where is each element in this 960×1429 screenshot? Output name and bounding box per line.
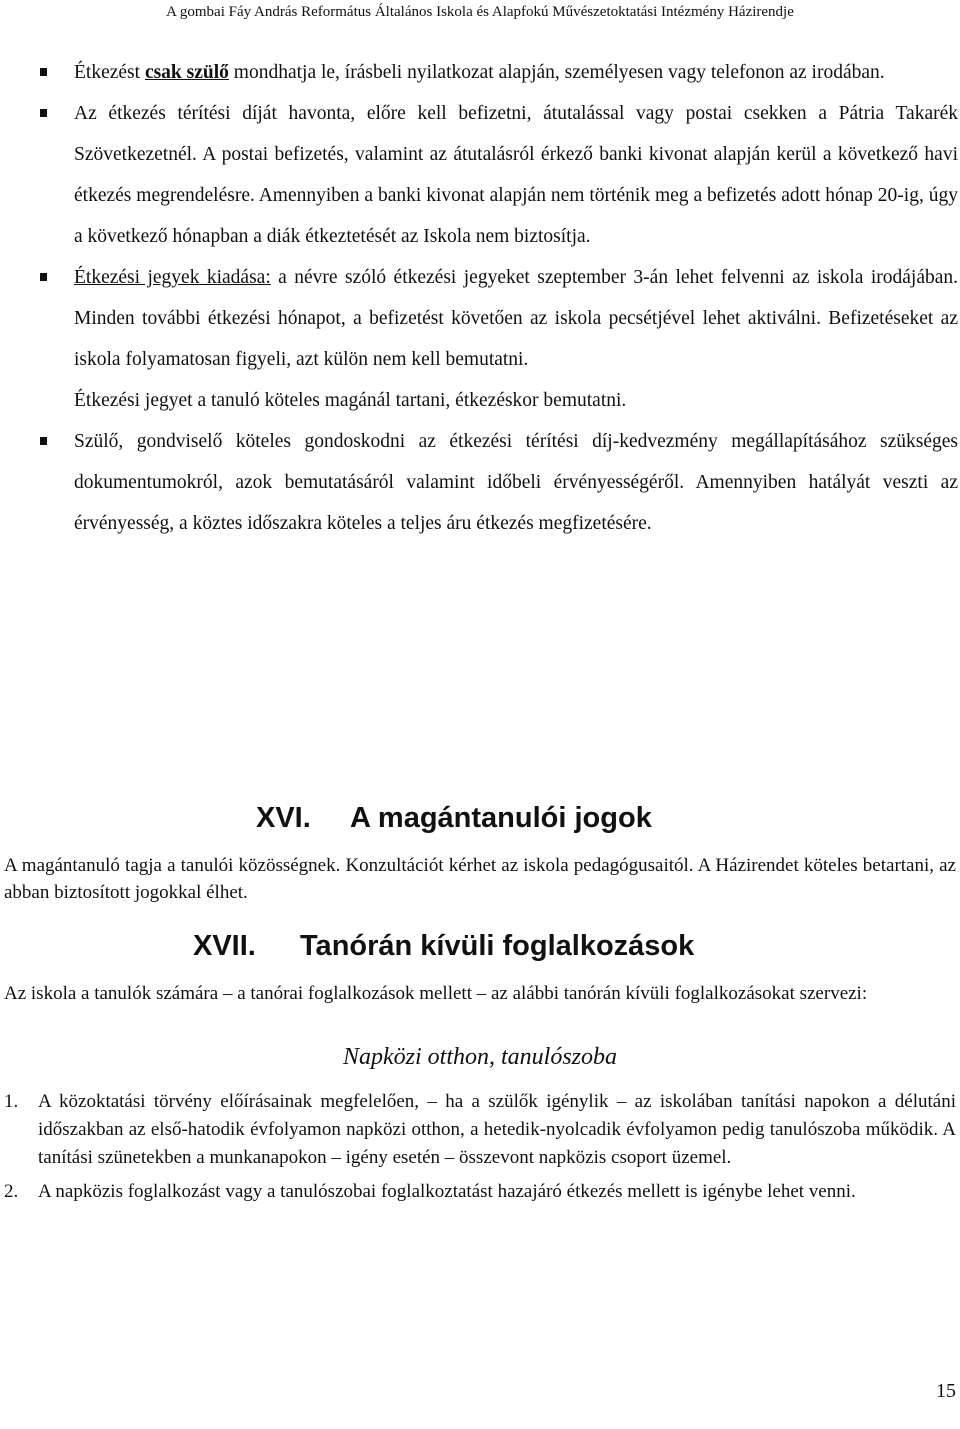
list-item-number: 1. <box>4 1091 19 1112</box>
square-bullet-icon <box>40 273 47 281</box>
list-item <box>4 1088 956 1172</box>
subheading: Napközi otthon, tanulószoba <box>342 1044 618 1070</box>
bullet-list <box>40 52 958 544</box>
list-item <box>4 1178 956 1206</box>
bullet-item <box>40 421 958 544</box>
bullet-text: a névre szóló étkezési jegyeket szeptember 3-án lehet felvenni az iskola irodájában. Minden további étkezési hónapot, a befizetést követően az iskola pecsétjével lehet aktiválni. Befizetéseket az iskola folyamatosan figyeli, azt külön nem kell bemutatni. <box>74 267 959 370</box>
section-title: Tanórán kívüli foglalkozások <box>300 930 695 962</box>
bullet-item <box>40 93 958 257</box>
square-bullet-icon <box>40 68 47 76</box>
bullet-item <box>40 52 958 93</box>
square-bullet-icon <box>40 109 47 117</box>
bullet-text-underlined: Étkezési jegyek kiadása: <box>74 267 271 288</box>
section-title: A magántanulói jogok <box>350 802 652 834</box>
page-header: A gombai Fáy András Református Általános Iskola és Alapfokú Művészetoktatási Intézmény Házirendje <box>166 4 794 20</box>
bullet-item <box>40 257 958 421</box>
list-item-text: A napközis foglalkozást vagy a tanulószobai foglalkoztatást hazajáró étkezés mellett is igénybe lehet venni. <box>38 1181 856 1202</box>
numbered-list <box>4 1088 956 1212</box>
section-paragraph: A magántanuló tagja a tanulói közösségnek. Konzultációt kérhet az iskola pedagógusaitól. A Házirendet köteles betartani, az abban biztosított jogokkal élhet. <box>4 855 956 903</box>
section-number: XVI. <box>256 802 311 834</box>
bullet-text-post: mondhatja le, írásbeli nyilatkozat alapján, személyesen vagy telefonon az irodában. <box>228 62 885 83</box>
section-number: XVII. <box>193 930 256 962</box>
bullet-extra-text: Étkezési jegyet a tanuló köteles magánál tartani, étkezéskor bemutatni. <box>74 390 627 411</box>
page-number: 15 <box>936 1380 956 1402</box>
bullet-text: Szülő, gondviselő köteles gondoskodni az étkezési térítési díj-kedvezmény megállapításához szükséges dokumentumokról, azok bemutatásáról valamint időbeli érvényességéről. Amennyiben hatályát veszti az érvényesség, a köztes időszakra köteles a teljes áru étkezés megfizetésére. <box>74 431 958 534</box>
bullet-text-strong: csak szülő <box>144 62 229 83</box>
section-paragraph: Az iskola a tanulók számára – a tanórai foglalkozások mellett – az alábbi tanórán kívüli foglalkozásokat szervezi: <box>4 983 868 1004</box>
list-item-number: 2. <box>4 1181 19 1202</box>
bullet-text-pre: Étkezést <box>74 62 145 83</box>
list-item-text: A közoktatási törvény előírásainak megfelelően, – ha a szülők igénylik – az iskolában tanítási napokon a délutáni időszakban az első-hatodik évfolyamon napközi otthon, a hetedik-nyolcadik évfolyamon pedig tanulószoba működik. A tanítási szünetekben a munkanapokon – igény esetén – összevont napközis csoport üzemel. <box>38 1091 956 1168</box>
bullet-text: Az étkezés térítési díját havonta, előre kell befizetni, átutalással vagy postai csekken a Pátria Takarék Szövetkezetnél. A postai befizetés, valamint az átutalásról érkező banki kivonat alapján kerül a következő havi étkezés megrendelésre. Amennyiben a banki kivonat alapján nem történik meg a befizetés adott hónap 20-ig, úgy a következő hónapban a diák étkeztetését az Iskola nem biztosítja. <box>74 103 958 247</box>
square-bullet-icon <box>40 437 47 445</box>
